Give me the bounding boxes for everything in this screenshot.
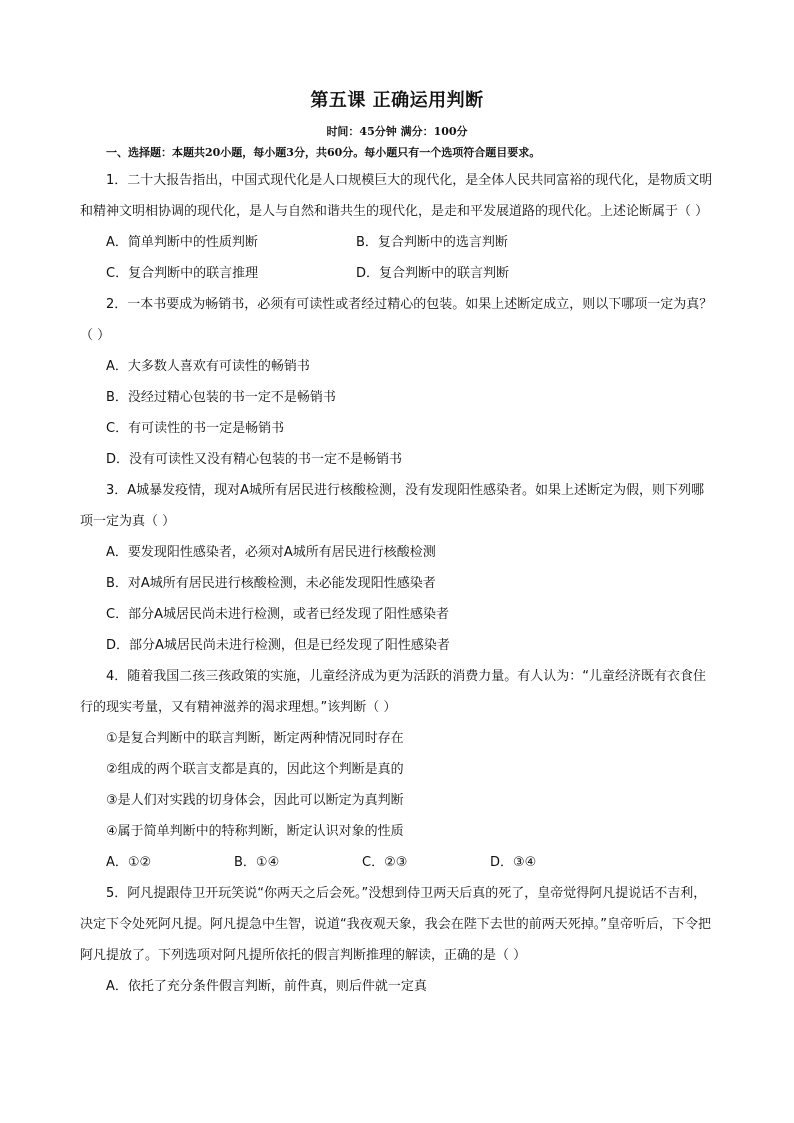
- question-4-option-b: B．①④: [234, 855, 280, 870]
- question-2-option-a: A．大多数人喜欢有可读性的畅销书: [106, 359, 310, 374]
- page-title: 第五课 正确运用判断: [310, 90, 484, 111]
- question-1-options-row-2: [80, 258, 714, 289]
- question-1-option-d: D．复合判断中的联言判断: [356, 266, 510, 281]
- question-2-option-d: D．没有可读性又没有精心包装的书一定不是畅销书: [106, 452, 403, 467]
- question-2-option-c: C．有可读性的书一定是畅销书: [106, 421, 285, 436]
- question-4-statement-1: ①是复合判断中的联言判断，断定两种情况同时存在: [106, 731, 404, 746]
- question-3-option-a: A．要发现阳性感染者，必须对A城所有居民进行核酸检测: [106, 545, 436, 560]
- question-4-statement-4: ④属于简单判断中的特称判断，断定认识对象的性质: [106, 824, 404, 839]
- question-4-option-a: A．①②: [106, 855, 152, 870]
- question-2-option-b: B．没经过精心包装的书一定不是畅销书: [106, 390, 336, 405]
- question-1-stem: 1．二十大报告指出，中国式现代化是人口规模巨大的现代化，是全体人民共同富裕的现代化，是物质文明和精神文明相协调的现代化，是人与自然和谐共生的现代化，是走和平发展道路的现代化。上述论断属于（ ）: [80, 173, 713, 219]
- question-3-stem: 3．A城暴发疫情，现对A城所有居民进行核酸检测，没有发现阳性感染者。如果上述断定为假，则下列哪项一定为真（ ）: [80, 483, 705, 529]
- exam-meta: 时间：45分钟 满分：100分: [326, 125, 468, 138]
- question-3-option-b: B．对A城所有居民进行核酸检测，未必能发现阳性感染者: [106, 576, 436, 591]
- question-3-option-d: D．部分A城居民尚未进行检测，但是已经发现了阳性感染者: [106, 638, 450, 653]
- question-4-stem: 4．随着我国二孩三孩政策的实施，儿童经济成为更为活跃的消费力量。有人认为：“儿童经济既有衣食住行的现实考量，又有精神滋养的渴求理想。”该判断（ ）: [80, 669, 707, 715]
- question-4-options-row: [80, 847, 714, 878]
- question-5-stem: 5．阿凡提跟侍卫开玩笑说“你两天之后会死。”没想到侍卫两天后真的死了，皇帝觉得阿凡提说话不吉利，决定下令处死阿凡提。阿凡提急中生智，说道“我夜观天象，我会在陛下去世的前两天死掉。”皇帝听后，下令把阿凡提放了。下列选项对阿凡提所依托的假言判断推理的解读，正确的是（ ）: [80, 886, 711, 963]
- question-5-option-a: A．依托了充分条件假言判断，前件真，则后件就一定真: [106, 979, 427, 994]
- section-instructions: 一、选择题：本题共20小题，每小题3分，共60分。每小题只有一个选项符合题目要求。: [106, 146, 541, 159]
- question-1-option-b: B．复合判断中的选言判断: [356, 235, 508, 250]
- question-1-option-a: A．简单判断中的性质判断: [106, 235, 258, 250]
- question-4-option-c: C．②③: [362, 855, 408, 870]
- question-4-statement-2: ②组成的两个联言支都是真的，因此这个判断是真的: [106, 762, 404, 777]
- question-3-option-c: C．部分A城居民尚未进行检测，或者已经发现了阳性感染者: [106, 607, 449, 622]
- question-4-option-d: D．③④: [490, 855, 537, 870]
- question-1-option-c: C．复合判断中的联言推理: [106, 266, 259, 281]
- question-2-stem: 2．一本书要成为畅销书，必须有可读性或者经过精心的包装。如果上述断定成立，则以下哪项一定为真？（ ）: [80, 297, 713, 343]
- question-4-statement-3: ③是人们对实践的切身体会，因此可以断定为真判断: [106, 793, 404, 808]
- question-1-options-row-1: [80, 227, 714, 258]
